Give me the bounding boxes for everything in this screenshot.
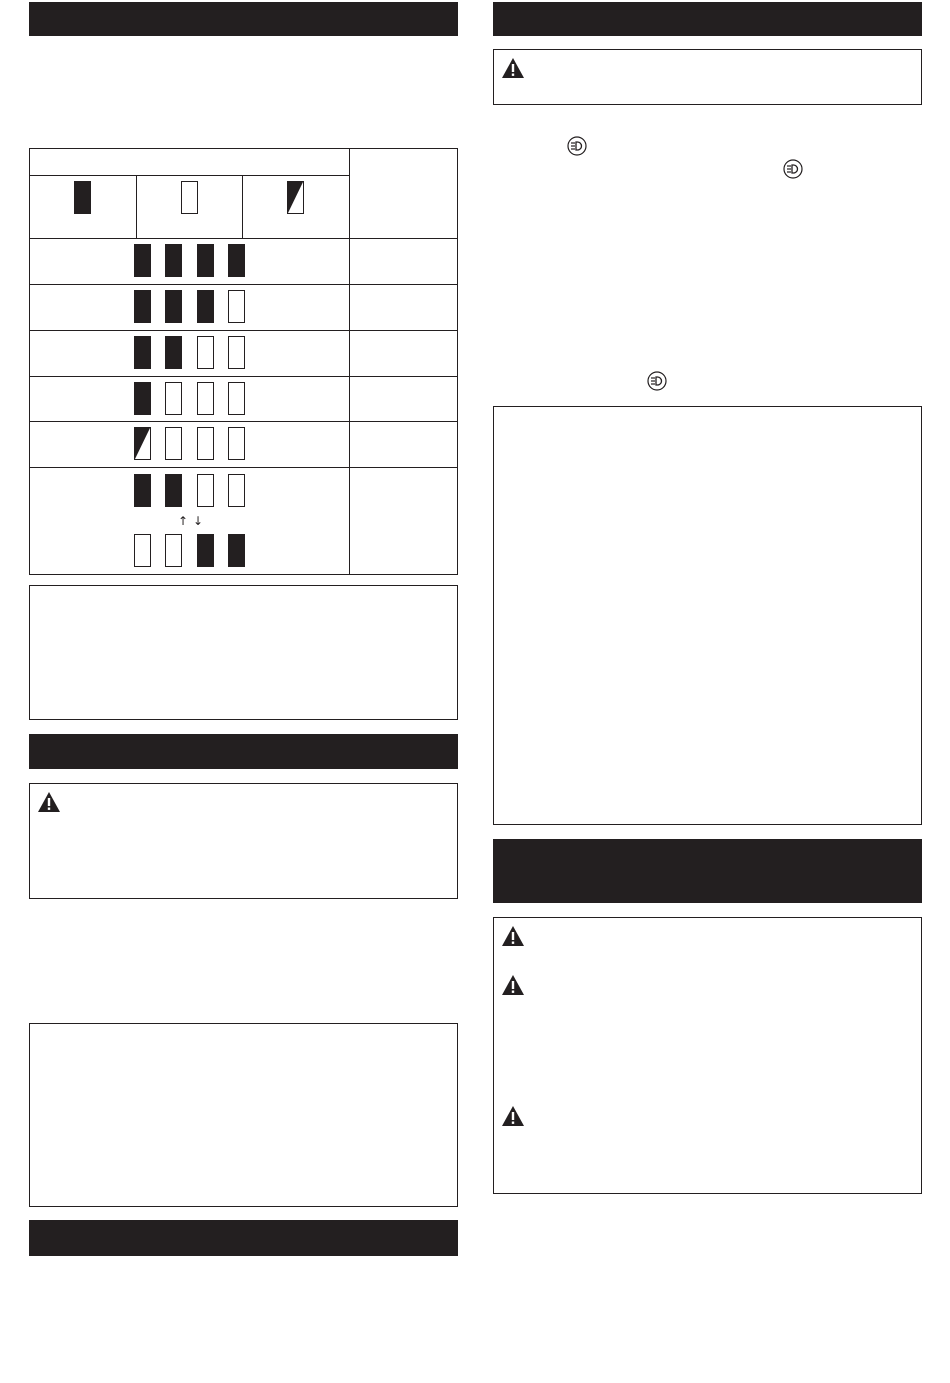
table-divider <box>29 376 458 377</box>
note-box <box>29 1023 458 1207</box>
indicator-lamp <box>134 290 151 323</box>
note-box <box>493 406 922 825</box>
section-header-bar <box>29 1220 458 1256</box>
indicator-lamp <box>228 382 245 415</box>
indicator-lamp <box>197 534 214 567</box>
indicator-lamp <box>197 244 214 277</box>
indicator-table <box>29 148 458 575</box>
indicator-lamp <box>134 382 151 415</box>
warning-box <box>493 49 922 105</box>
warning-box <box>493 917 922 1194</box>
light-button-icon <box>647 371 667 391</box>
indicator-lamp <box>134 474 151 507</box>
note-box <box>29 585 458 720</box>
indicator-lamp <box>228 336 245 369</box>
warning-triangle-icon <box>501 925 525 947</box>
table-divider <box>29 175 349 176</box>
indicator-lamp <box>228 290 245 323</box>
indicator-lamp <box>228 474 245 507</box>
table-divider <box>29 467 458 468</box>
table-divider <box>136 175 137 238</box>
indicator-lamp <box>165 290 182 323</box>
indicator-lamp-blinking <box>134 427 151 460</box>
table-divider <box>29 421 458 422</box>
indicator-lamp <box>165 382 182 415</box>
table-divider <box>349 148 350 575</box>
warning-box <box>29 783 458 899</box>
indicator-lamp <box>197 290 214 323</box>
indicator-lamp <box>197 474 214 507</box>
indicator-blinking-icon <box>287 181 304 214</box>
warning-triangle-icon <box>501 974 525 996</box>
warning-triangle-icon <box>37 791 61 813</box>
arrow-down-icon: ↓ <box>193 514 204 528</box>
table-divider <box>29 238 458 239</box>
light-button-icon <box>567 136 587 156</box>
section-header-bar <box>29 734 458 769</box>
indicator-lamp <box>228 534 245 567</box>
table-divider <box>29 284 458 285</box>
indicator-lamp <box>134 244 151 277</box>
indicator-lamp <box>165 336 182 369</box>
table-divider <box>242 175 243 238</box>
warning-triangle-icon <box>501 57 525 79</box>
indicator-off-icon <box>181 181 198 214</box>
section-header-bar <box>29 2 458 36</box>
indicator-lamp <box>165 474 182 507</box>
section-header-bar <box>493 839 922 903</box>
indicator-lamp <box>134 534 151 567</box>
indicator-lamp <box>165 427 182 460</box>
indicator-lamp <box>165 534 182 567</box>
warning-triangle-icon <box>501 1105 525 1127</box>
indicator-lamp <box>165 244 182 277</box>
indicator-lit-icon <box>74 181 91 214</box>
light-button-icon <box>783 159 803 179</box>
arrow-up-icon: ↑ <box>178 514 189 528</box>
indicator-lamp <box>228 244 245 277</box>
indicator-lamp <box>228 427 245 460</box>
indicator-lamp <box>134 336 151 369</box>
indicator-lamp <box>197 427 214 460</box>
indicator-lamp <box>197 336 214 369</box>
indicator-lamp <box>197 382 214 415</box>
section-header-bar <box>493 2 922 36</box>
table-divider <box>29 330 458 331</box>
